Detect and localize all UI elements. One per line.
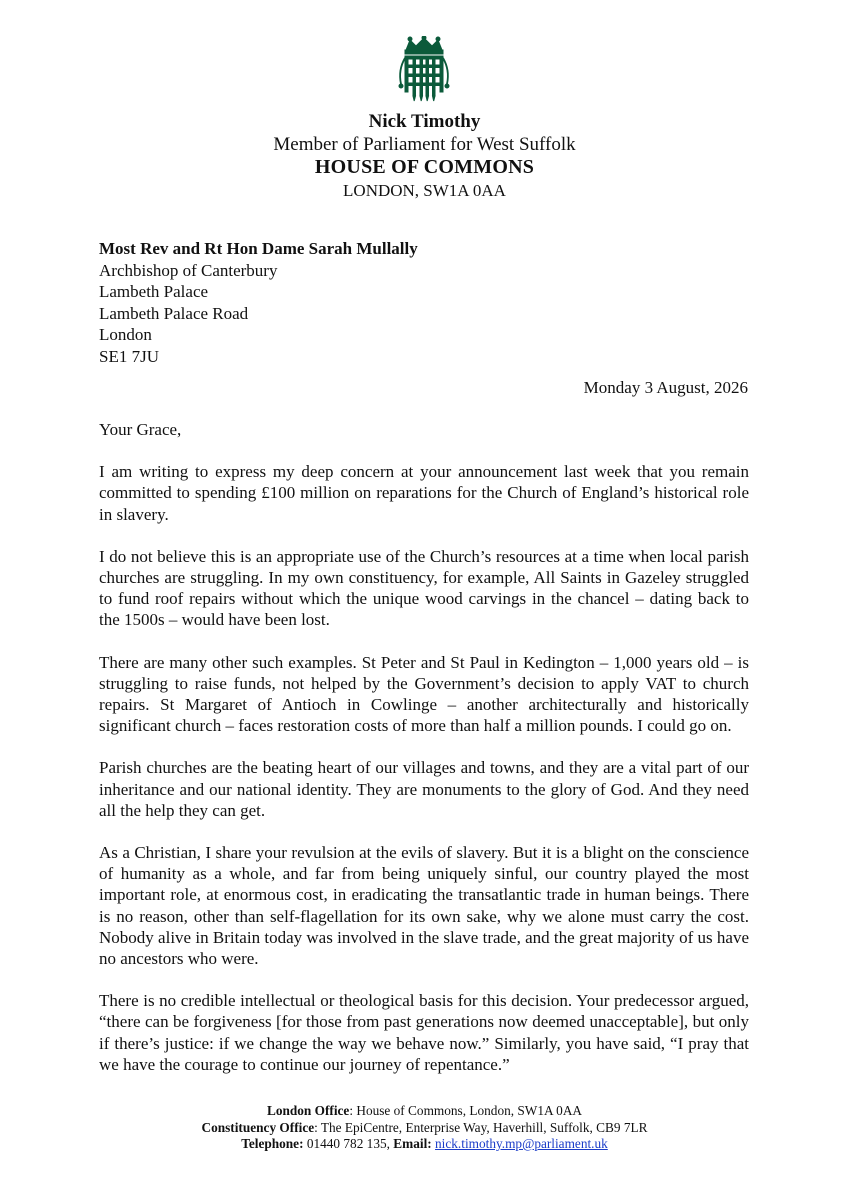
footer-contact xyxy=(0,1136,849,1153)
mp-role: Member of Parliament for West Suffolk xyxy=(273,134,576,155)
footer-value: : The EpiCentre, Enterprise Way, Haverhill, Suffolk, CB9 7LR xyxy=(314,1119,648,1135)
recipient-line: Lambeth Palace xyxy=(99,282,209,301)
recipient-line: SE1 7JU xyxy=(99,346,159,366)
recipient-address-block xyxy=(99,238,418,367)
recipient-name: Most Rev and Rt Hon Dame Sarah Mullally xyxy=(99,239,418,258)
body-paragraph: I do not believe this is an appropriate use of the Church’s resources at a time when local parish churches are struggling. In my own constituency, for example, All Saints in Gazeley struggled to fund roof repairs without which the unique wood carvings in the chancel – dating back to the 1500s – would have been lost. xyxy=(99,546,749,630)
footer-constituency-office xyxy=(0,1120,849,1137)
letterhead xyxy=(0,110,849,202)
footer-label: Email: xyxy=(393,1136,432,1151)
salutation: Your Grace, xyxy=(99,420,182,439)
footer-label: Telephone: xyxy=(241,1136,304,1151)
recipient-line: Lambeth Palace Road xyxy=(99,303,249,323)
footer-label: Constituency Office xyxy=(201,1119,315,1135)
recipient-line: Archbishop of Canterbury xyxy=(99,260,278,280)
body-paragraph: There is no credible intellectual or theological basis for this decision. Your predecessor argued, “there can be forgiveness [for those from past generations now deemed unacceptable], but only if there’s justice: if we change the way we behave now.” Similarly, you have said, “I pray that we have the courage to continue our journey of repentance.” xyxy=(99,991,749,1074)
letter-body xyxy=(99,419,749,1096)
footer-london-office xyxy=(0,1103,849,1120)
letter-date: Monday 3 August, 2026 xyxy=(583,378,748,397)
footer-label: London Office xyxy=(266,1103,350,1118)
body-paragraph: Parish churches are the beating heart of our villages and towns, and they are a vital part of our inheritance and our national identity. They are monuments to the glory of God. And they need all the help they can get. xyxy=(99,758,749,820)
body-paragraph: There are many other such examples. St Peter and St Paul in Kedington – 1,000 years old – is struggling to raise funds, not helped by the Government’s decision to apply VAT to church repairs. St Margaret of Antioch in Cowlinge – another architecturally and historically significant church – faces restoration costs of more than half a million pounds. I could go on. xyxy=(99,652,749,736)
house-address: LONDON, SW1A 0AA xyxy=(343,181,506,200)
mp-name: Nick Timothy xyxy=(368,111,481,132)
body-paragraph: I am writing to express my deep concern at your announcement last week that you remain committed to spending £100 million on reparations for the Church of England’s historical role in slavery. xyxy=(99,462,749,524)
footer-value: : House of Commons, London, SW1A 0AA xyxy=(349,1103,583,1118)
house-name: HOUSE OF COMMONS xyxy=(314,156,535,178)
footer-value: 01440 782 135, xyxy=(303,1136,394,1151)
letter-footer xyxy=(0,1103,849,1153)
body-paragraph: As a Christian, I share your revulsion at the evils of slavery. But it is a blight on the conscience of humanity as a whole, and far from being uniquely sinful, our country played the most important role, at enormous cost, in eradicating the transatlantic trade in human beings. There is no reason, other than self-flagellation for its own sake, why we alone must carry the cost. Nobody alive in Britain today was involved in the slave trade, and the great majority of us have no ancestors who were. xyxy=(99,843,749,969)
recipient-line: London xyxy=(99,325,152,344)
portcullis-crest-icon xyxy=(396,36,452,102)
email-link[interactable]: nick.timothy.mp@parliament.uk xyxy=(435,1136,608,1151)
